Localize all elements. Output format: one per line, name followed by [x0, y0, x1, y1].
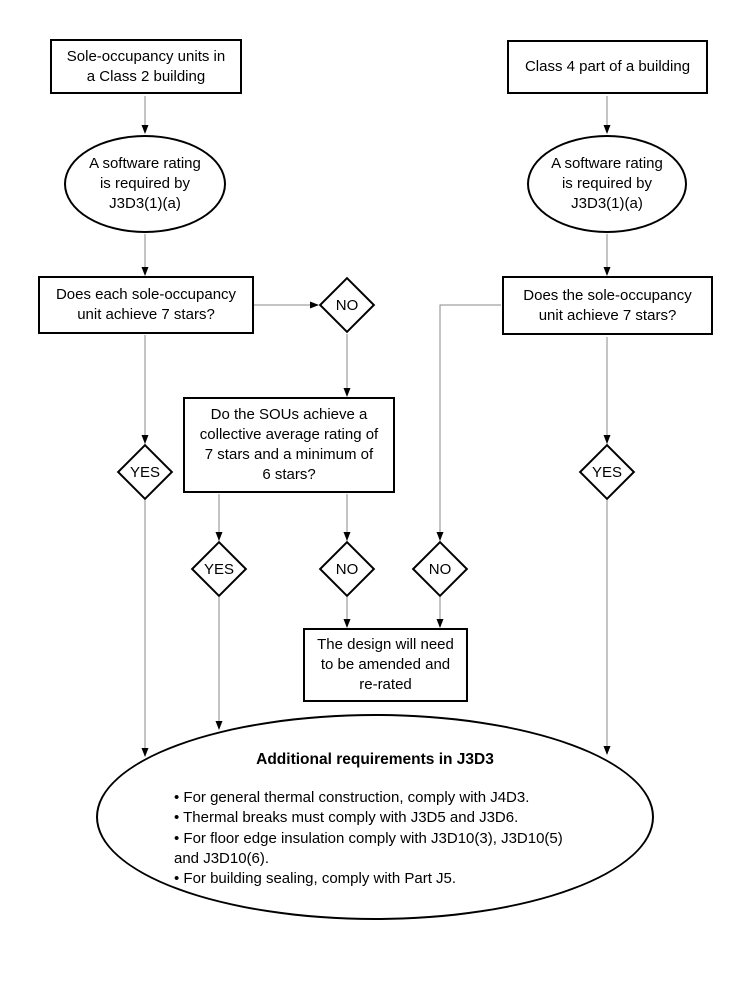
text-line: The design will need	[317, 636, 454, 653]
text-line: 6 stars?	[262, 466, 316, 483]
text-line: unit achieve 7 stars?	[77, 306, 215, 323]
text-line: re-rated	[359, 676, 412, 693]
start-class2-box	[50, 39, 242, 94]
decision-label: YES	[129, 463, 160, 481]
text-line: is required by	[561, 175, 653, 192]
arrowhead-icon	[437, 532, 444, 541]
start-class4-box	[507, 40, 708, 94]
additional-requirements-ellipse	[96, 714, 654, 920]
software-rating-right-ellipse	[527, 135, 687, 233]
question-single-sou-box	[502, 276, 713, 335]
text-line: 7 stars and a minimum of	[204, 446, 374, 463]
decision-no-right	[412, 541, 468, 597]
question-each-sou-box	[38, 276, 254, 334]
software-rating-left-ellipse	[64, 135, 226, 233]
text-line: Does the sole-occupancy	[523, 286, 692, 304]
bullet-line: • Thermal breaks must comply with J3D5 and J3D6.	[174, 809, 519, 827]
text-line: unit achieve 7 stars?	[538, 306, 677, 324]
arrowhead-icon	[344, 388, 351, 397]
arrowhead-icon	[310, 302, 319, 309]
text-line: Class 4 part of a building	[524, 58, 691, 75]
arrowhead-icon	[604, 267, 611, 276]
arrowhead-icon	[142, 267, 149, 276]
question-collective-box	[183, 397, 395, 493]
bullet-line: • For building sealing, comply with Part J5.	[174, 870, 457, 888]
bullet-line: • For general thermal construction, comply with J4D3.	[174, 789, 530, 806]
text-line: Sole-occupancy units in	[66, 47, 226, 65]
text-line: Does each sole-occupancy	[55, 286, 237, 303]
arrowhead-icon	[604, 125, 611, 134]
text-line: collective average rating of	[199, 426, 379, 443]
arrowhead-icon	[216, 721, 223, 730]
arrowhead-icon	[216, 532, 223, 541]
decision-label: YES	[203, 560, 234, 578]
decision-label: NO	[428, 560, 452, 578]
decision-yes-mid	[191, 541, 247, 597]
text-line: Do the SOUs achieve a	[210, 406, 368, 423]
additional-requirements-list	[174, 788, 563, 889]
bullet-line: • For floor edge insulation comply with J3D10(3), J3D10(5)	[174, 829, 563, 847]
text-line: A software rating	[89, 155, 201, 172]
amend-design-box	[303, 628, 468, 702]
text-line: is required by	[99, 175, 191, 192]
text-line: A software rating	[551, 155, 663, 172]
additional-requirements-title: Additional requirements in J3D3	[256, 751, 494, 768]
decision-label: NO	[335, 560, 359, 578]
decision-yes-left	[117, 444, 173, 500]
bullet-line: and J3D10(6).	[174, 849, 270, 867]
decision-no-mid	[319, 541, 375, 597]
arrowhead-icon	[142, 125, 149, 134]
arrowhead-icon	[604, 435, 611, 444]
text-line: a Class 2 building	[86, 67, 206, 85]
text-line: J3D3(1)(a)	[571, 195, 643, 212]
decision-yes-right	[579, 444, 635, 500]
decision-label: YES	[591, 463, 622, 481]
arrowhead-icon	[344, 619, 351, 628]
arrowhead-icon	[142, 435, 149, 444]
text-line: J3D3(1)(a)	[109, 195, 181, 212]
arrowhead-icon	[437, 619, 444, 628]
decision-no-top	[319, 277, 375, 333]
text-line: to be amended and	[320, 656, 451, 673]
arrowhead-icon	[344, 532, 351, 541]
decision-label: NO	[335, 296, 359, 314]
